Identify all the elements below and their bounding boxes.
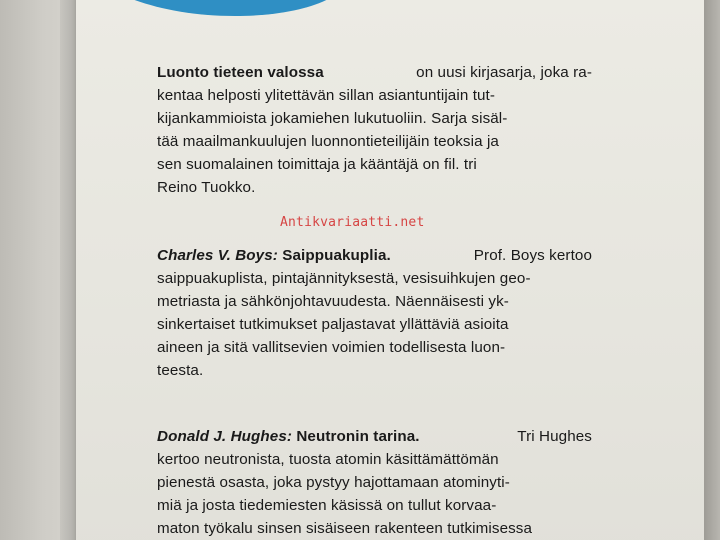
- blue-cover-graphic: [115, 0, 345, 22]
- line-text: teesta.: [157, 362, 204, 379]
- line-text: kertoo neutronista, tuosta atomin käsittämättömän: [157, 451, 499, 468]
- series-title: Luonto tieteen valossa: [157, 64, 324, 81]
- line-text: sen suomalainen toimittaja ja kääntäjä on fil. tri: [157, 156, 477, 173]
- text-line: [157, 153, 592, 176]
- page-edge: [704, 0, 720, 540]
- text-line: [157, 176, 592, 199]
- text-line: [157, 107, 592, 130]
- text-line: [157, 313, 592, 336]
- line-text: kentaa helposti ylitettävän sillan asiantuntijain tut-: [157, 87, 496, 104]
- text-line: [157, 336, 592, 359]
- watermark-text: Antikvariaatti.net: [280, 215, 425, 230]
- text-line: [157, 494, 592, 517]
- book-title: Saippuakuplia.: [277, 247, 391, 264]
- line-text: maton työkalu sinsen sisäiseen rakenteen tutkimisessa: [157, 520, 533, 537]
- text-line: [157, 359, 592, 382]
- line-text: sinkertaiset tutkimukset paljastavat yllättäviä asioita: [157, 316, 509, 333]
- line-text: Tri Hughes: [513, 428, 592, 445]
- text-line: [157, 290, 592, 313]
- text-line: [157, 244, 592, 267]
- text-line: [157, 267, 592, 290]
- line-text: miä ja josta tiedemiesten käsissä on tullut korvaa-: [157, 497, 497, 514]
- book-description-hughes: [157, 425, 592, 540]
- line-text: tää maailmankuulujen luonnontieteilijäin teoksia ja: [157, 133, 499, 150]
- book-title: Neutronin tarina.: [292, 428, 420, 445]
- line-text: Reino Tuokko.: [157, 179, 256, 196]
- text-line: [157, 448, 592, 471]
- text-line: [157, 61, 592, 84]
- author-name: Donald J. Hughes:: [157, 428, 293, 445]
- line-text: saippuakuplista, pintajännityksestä, vesisuihkujen geo-: [157, 270, 531, 287]
- line-text: Prof. Boys kertoo: [469, 247, 592, 264]
- text-line: [157, 425, 592, 448]
- line-text: aineen ja sitä vallitsevien voimien todellisesta luon-: [157, 339, 506, 356]
- line-text: kijankammioista jokamiehen lukutuoliin. Sarja sisäl-: [157, 110, 508, 127]
- text-line: [157, 130, 592, 153]
- text-line: [157, 84, 592, 107]
- text-line: [157, 517, 592, 540]
- author-name: Charles V. Boys:: [157, 247, 278, 264]
- line-text: on uusi kirjasarja, joka ra-: [411, 64, 592, 81]
- book-description-boys: [157, 244, 592, 382]
- line-text: metriasta ja sähkönjohtavuudesta. Näennäisesti yk-: [157, 293, 509, 310]
- series-description-paragraph: [157, 61, 592, 199]
- text-line: [157, 471, 592, 494]
- line-text: pienestä osasta, joka pystyy hajottamaan atominyti-: [157, 474, 510, 491]
